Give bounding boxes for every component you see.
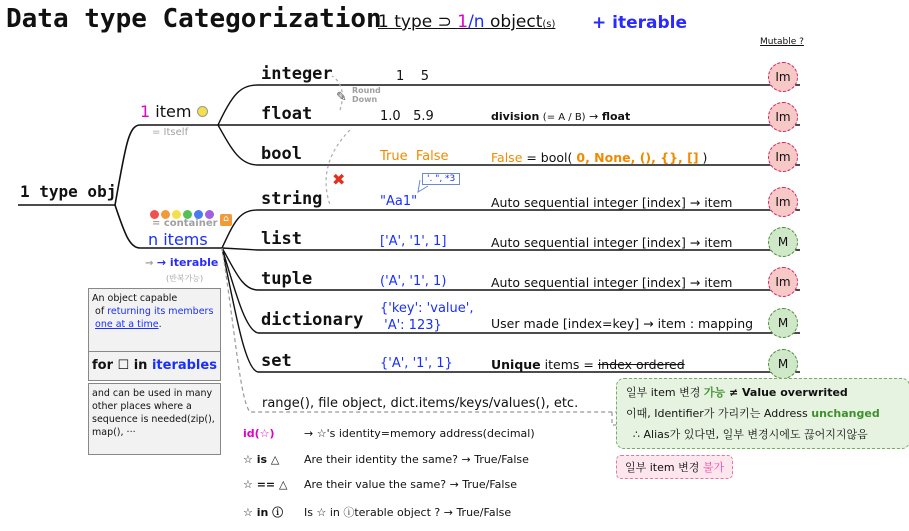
- type-name-set: set: [261, 351, 292, 371]
- operator-description: Are their identity the same? → True/False: [304, 453, 529, 466]
- cross-icon: ✖: [332, 170, 346, 189]
- type-name-list: list: [261, 229, 302, 249]
- type-value-dictionary: {'key': 'value', 'A': 123}: [380, 301, 474, 333]
- type-value-float: 1.0 5.9: [380, 109, 434, 124]
- operator-description: → ☆'s identity=memory address(decimal): [304, 427, 535, 440]
- pencil-icon: ✎: [336, 90, 347, 105]
- mutability-badge-float: Im: [768, 102, 798, 132]
- immutable-note: 일부 item 변경 불가: [616, 455, 733, 479]
- operator-description: Is ☆ in ⓘterable object ? → True/False: [304, 506, 512, 519]
- operator-label: id(☆): [243, 427, 275, 440]
- type-value-bool: True False: [380, 149, 449, 164]
- type-name-dictionary: dictionary: [261, 310, 364, 330]
- type-name-float: float: [261, 104, 313, 124]
- type-desc-float: division (= A / B) → float: [491, 110, 631, 123]
- korean-iterable: (반복가능): [166, 274, 204, 283]
- mutability-badge-dictionary: M: [768, 308, 798, 338]
- mutability-badge-bool: Im: [768, 142, 798, 172]
- mutability-badge-tuple: Im: [768, 267, 798, 297]
- mutability-badge-list: M: [768, 227, 798, 257]
- mutability-badge-string: Im: [768, 187, 798, 217]
- type-name-bool: bool: [261, 144, 302, 164]
- type-name-string: string: [261, 189, 323, 209]
- type-desc-string: Auto sequential integer [index] → item: [491, 195, 733, 210]
- page-subtitle: 1 type ⊃ 1/n object(s): [378, 12, 556, 32]
- plus-iterable: + iterable: [592, 13, 688, 33]
- type-value-set: {'A', '1', 1}: [380, 356, 453, 371]
- type-desc-set: Unique items = index ordered: [491, 357, 685, 372]
- page-title: Data type Categorization: [6, 4, 382, 34]
- string-ops-bubble: '. ", *3: [422, 173, 460, 185]
- type-value-tuple: ('A', '1', 1): [380, 274, 447, 289]
- def-line3: one at a time.: [95, 319, 162, 330]
- def-line1: An object capable: [92, 293, 178, 304]
- iterable-label: → → iterable: [145, 256, 219, 269]
- gift-icon: ⌂: [220, 214, 232, 226]
- type-value-integer: 1 5: [396, 69, 430, 84]
- operator-label: ☆ is △: [243, 453, 280, 466]
- type-desc-list: Auto sequential integer [index] → item: [491, 235, 733, 250]
- mutability-badge-set: M: [768, 349, 798, 379]
- others-types: range(), file object, dict.items/keys/values(), etc.: [262, 396, 579, 411]
- mutability-badge-integer: Im: [768, 62, 798, 92]
- iterable-definition-box: [88, 288, 221, 354]
- type-name-integer: integer: [261, 64, 333, 84]
- type-value-list: ['A', '1', 1]: [380, 234, 447, 249]
- type-desc-dictionary: User made [index=key] → item : mapping: [491, 316, 754, 331]
- for-in-box: for ☐ in iterables: [88, 351, 221, 381]
- type-desc-tuple: Auto sequential integer [index] → item: [491, 275, 733, 290]
- type-name-tuple: tuple: [261, 269, 313, 289]
- iterable-usage-box: and can be used in many other places where a sequence is needed(zip(), map(), ···: [88, 383, 221, 455]
- def-line2: of returning its members: [95, 306, 214, 317]
- round-down-label: Round Down: [352, 86, 381, 104]
- operator-label: ☆ in ⓘ: [243, 506, 284, 519]
- mutable-header: Mutable ?: [760, 37, 804, 47]
- operator-description: Are their value the same? → True/False: [304, 478, 517, 491]
- container-label: = container: [152, 218, 218, 229]
- n-items-label: n items: [148, 230, 208, 249]
- one-item-label: 1 item: [140, 102, 210, 121]
- mutable-note: 일부 item 변경 가능 ≠ Value overwrited 이때, Identifier가 가리키는 Address unchanged ∴ Alias가 있다면, 일부 변경시에도 끊어지지않음: [616, 378, 909, 449]
- root-label: 1 type obj: [20, 182, 117, 201]
- type-value-string: "Aa1": [380, 194, 418, 209]
- single-dot-icon: [197, 106, 208, 117]
- itself-label: = Itself: [152, 127, 189, 138]
- type-desc-bool: False = bool( 0, None, (), {}, [] ): [491, 150, 708, 165]
- operator-label: ☆ == △: [243, 478, 288, 491]
